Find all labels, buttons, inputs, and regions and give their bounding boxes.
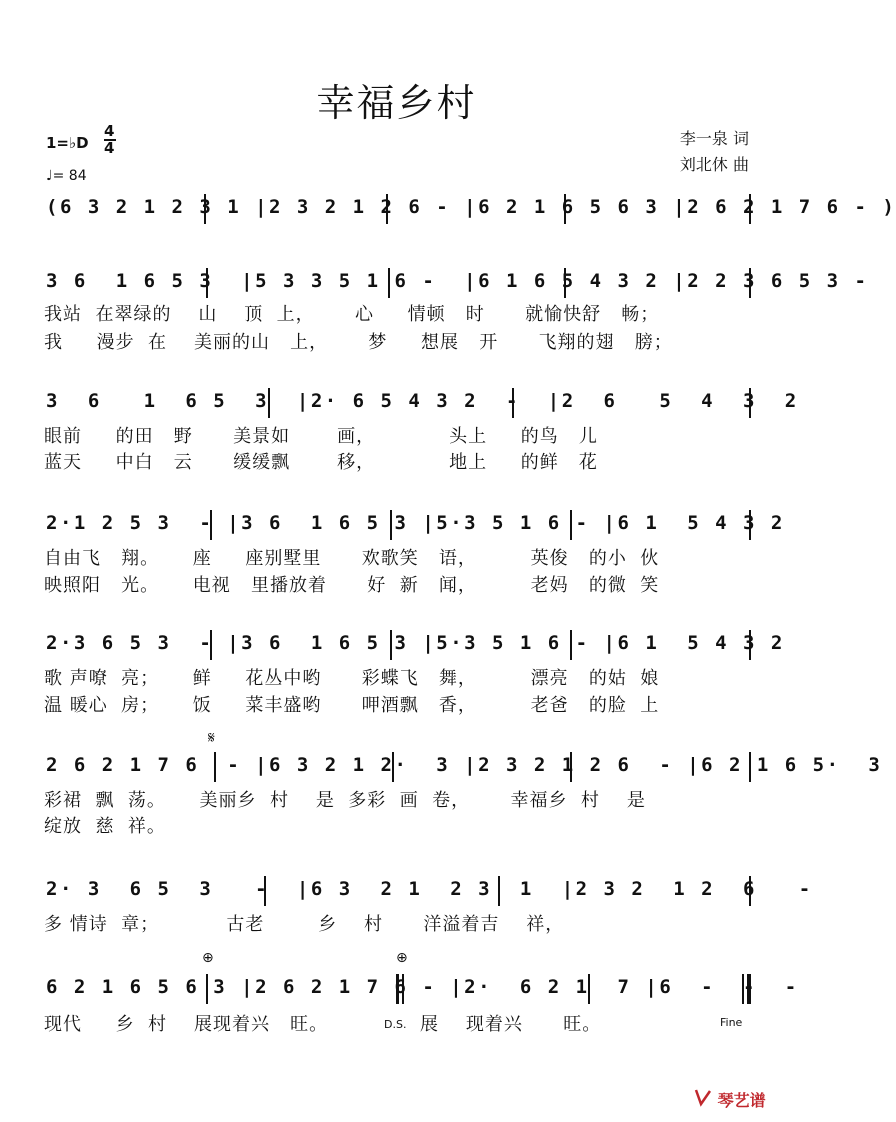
lyrics-verse-2-row-2: 我 漫步 在 美丽的山 上， 梦 想展 开 飞翔的翅 膀； (44, 332, 673, 353)
notation-row-5 (40, 628, 785, 662)
fine-marking: Fine (720, 1016, 743, 1029)
lyrics-verse-1-row-6: 彩裙 飘 荡。 美丽乡 村 是 多彩 画 卷， 幸福乡 村 是 (44, 790, 646, 811)
lyricist: 李一泉 词 (679, 129, 749, 148)
notation-row-2 (40, 266, 869, 300)
notation-row-4 (40, 508, 785, 542)
notes-line: 6 2 1 6 5 6 3 |2 6 2 1 7 6 - |2· 6 2 1 7 |6 - - - (46, 976, 799, 998)
lyrics-verse-1-row-2: 我站 在翠绿的 山 顶 上， 心 情顿 时 就愉快舒 畅； (44, 304, 660, 325)
lyrics-row-8-coda: 展 现着兴 旺。 (420, 1014, 602, 1035)
segno-icon: 𝄋 (208, 728, 215, 747)
coda-icon: ⊕ (202, 950, 214, 966)
time-signature-top: 4 (104, 122, 115, 140)
lyrics-verse-1-row-5: 歌 声嘹 亮； 鲜 花丛中哟 彩蝶飞 舞， 漂亮 的姑 娘 (44, 668, 660, 689)
notes-line: 3 6 1 6 5 3 |2· 6 5 4 3 2 - |2 6 5 4 3 2 (46, 390, 799, 412)
lyrics-row-8: 现代 乡 村 展现着兴 旺。 (44, 1014, 329, 1035)
notation-row-7 (40, 874, 813, 908)
coda-icon: ⊕ (396, 950, 408, 966)
lyrics-verse-2-row-6: 绽放 慈 祥。 (44, 816, 166, 837)
notation-row-8 (40, 972, 799, 1006)
notes-line: 3 6 1 6 5 3 |5 3 3 5 1 6 - |6 1 6 5 4 3 2 |2 2 3 6 5 3 - (46, 270, 869, 292)
lyrics-verse-1-row-3: 眼前 的田 野 美景如 画， 头上 的鸟 儿 (44, 426, 598, 447)
watermark (694, 1088, 766, 1111)
watermark-text: 琴艺谱 (717, 1091, 766, 1110)
tempo: ♩= 84 (46, 168, 87, 184)
notation-row-1 (40, 192, 896, 226)
notes-line: 2· 3 6 5 3 - |6 3 2 1 2 3 1 |2 3 2 1 2 6 - (46, 878, 813, 900)
lyrics-verse-1-row-4: 自由飞 翔。 座 座别墅里 欢歌笑 语， 英俊 的小 伙 (44, 548, 660, 569)
notes-line: 2·3 6 5 3 - |3 6 1 6 5 3 |5·3 5 1 6 - |6 1 5 4 3 2 (46, 632, 785, 654)
composer: 刘北休 曲 (679, 155, 749, 174)
ds-marking: D.S. (384, 1018, 407, 1031)
time-signature-bottom: 4 (104, 139, 115, 157)
logo-icon (694, 1091, 718, 1110)
notes-line: 2 6 2 1 7 6 - |6 3 2 1 2· 3 |2 3 2 1 2 6 - |6 2 1 6 5· 3 (46, 754, 883, 776)
notes-line: 2·1 2 5 3 - |3 6 1 6 5 3 |5·3 5 1 6 - |6 1 5 4 3 2 (46, 512, 785, 534)
notation-row-6 (40, 750, 883, 784)
lyrics-row-7: 多 情诗 章； 古老 乡 村 洋溢着吉 祥， (44, 914, 565, 935)
time-signature (104, 124, 116, 156)
notes-line: (6 3 2 1 2 3 1 |2 3 2 1 2 6 - |6 2 1 6 5 6 3 |2 6 2 1 7 6 - ) (46, 196, 896, 218)
key-signature: 1=♭D (46, 134, 89, 152)
lyrics-verse-2-row-3: 蓝天 中白 云 缓缓飘 移， 地上 的鲜 花 (44, 452, 598, 473)
lyrics-verse-2-row-4: 映照阳 光。 电视 里播放着 好 新 闻， 老妈 的微 笑 (44, 575, 660, 596)
song-title: 幸福乡村 (316, 81, 477, 125)
lyrics-verse-2-row-5: 温 暖心 房； 饭 菜丰盛哟 呷酒飘 香， 老爸 的脸 上 (44, 695, 660, 716)
notation-row-3 (40, 386, 799, 420)
